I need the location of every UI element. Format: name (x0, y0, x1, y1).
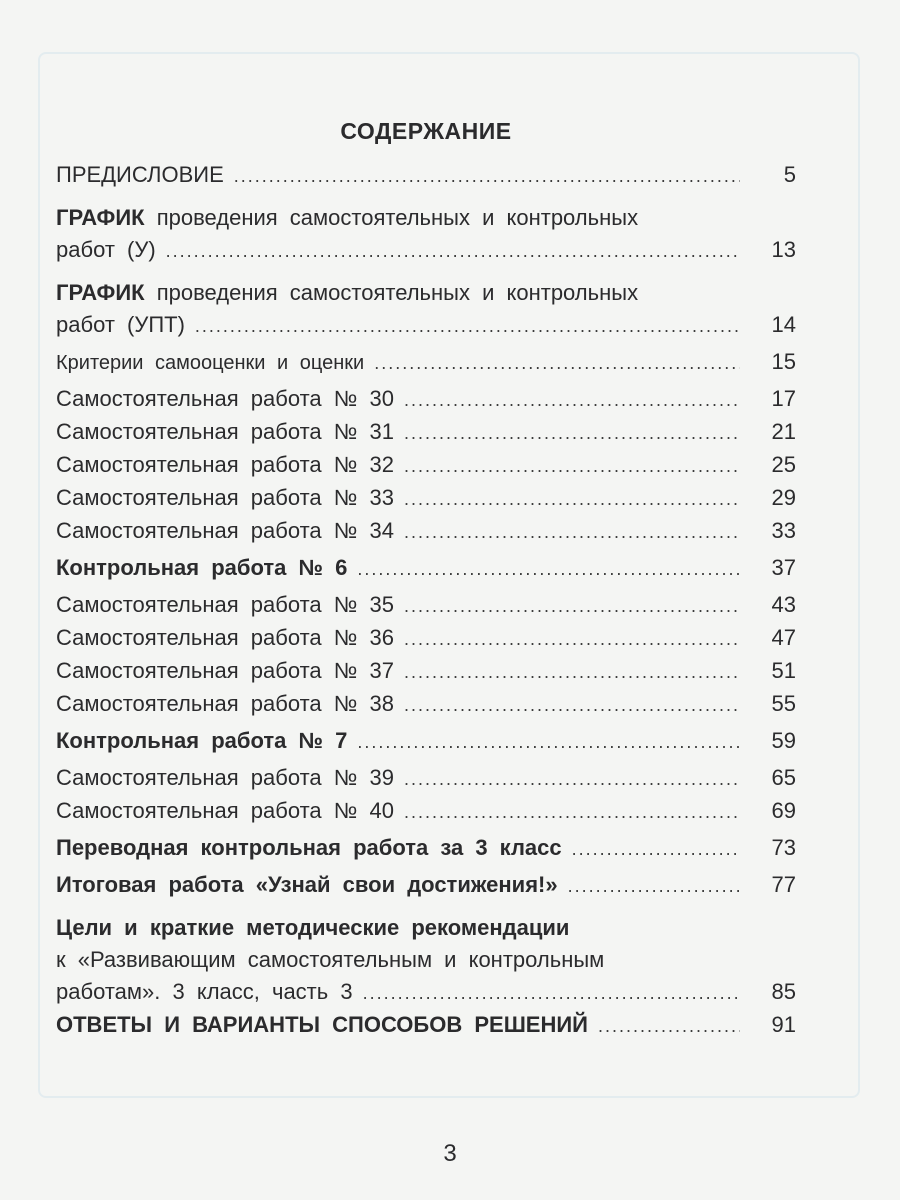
entry-text: Самостоятельная работа № 39 (56, 765, 394, 790)
entry-text: Самостоятельная работа № 32 (56, 452, 394, 477)
dot-leader (234, 160, 740, 192)
toc-entry-schedule-upt[interactable] (56, 277, 796, 342)
dot-leader (357, 553, 740, 585)
entry-page: 73 (771, 835, 796, 860)
entry-lead: ГРАФИК (56, 205, 145, 230)
entry-text-line2: к «Развивающим самостоятельным и контрольным (56, 947, 605, 972)
toc-entry-sr-32[interactable] (56, 449, 796, 482)
table-of-contents (56, 118, 796, 1042)
toc-entry-goals[interactable] (56, 912, 796, 1009)
entry-text: Самостоятельная работа № 33 (56, 485, 394, 510)
toc-title: СОДЕРЖАНИЕ (340, 118, 512, 144)
toc-entry-final-work[interactable] (56, 869, 796, 902)
entry-text: Самостоятельная работа № 38 (56, 691, 394, 716)
toc-entry-criteria[interactable] (56, 346, 796, 379)
entry-text-line2: работ (У) (56, 237, 156, 262)
dot-leader (568, 870, 740, 902)
entry-text: Контрольная работа № 7 (56, 728, 348, 753)
toc-entry-sr-35[interactable] (56, 589, 796, 622)
entry-text: ПРЕДИСЛОВИЕ (56, 162, 224, 187)
toc-entry-transfer-test[interactable] (56, 832, 796, 865)
dot-leader (404, 796, 740, 828)
entry-page: 47 (771, 625, 796, 650)
dot-leader (195, 310, 740, 342)
toc-entry-sr-37[interactable] (56, 655, 796, 688)
entry-page: 65 (771, 765, 796, 790)
dot-leader (572, 833, 740, 865)
entry-text: Критерии самооценки и оценки (56, 352, 365, 374)
entry-text: Самостоятельная работа № 34 (56, 518, 394, 543)
toc-entry-kr-7[interactable] (56, 725, 796, 758)
entry-page: 91 (771, 1012, 796, 1037)
entry-text: Контрольная работа № 6 (56, 555, 348, 580)
entry-page: 14 (771, 312, 796, 337)
toc-entry-preface[interactable] (56, 159, 796, 192)
entry-text: Самостоятельная работа № 35 (56, 592, 394, 617)
dot-leader (404, 516, 740, 548)
page-number: 3 (443, 1140, 457, 1167)
dot-leader (404, 384, 740, 416)
toc-entry-schedule-u[interactable] (56, 202, 796, 267)
entry-text-line3: работам». 3 класс, часть 3 (56, 979, 353, 1004)
dot-leader (363, 977, 740, 1009)
dot-leader (404, 590, 740, 622)
toc-entry-sr-39[interactable] (56, 762, 796, 795)
entry-text: проведения самостоятельных и контрольных (144, 205, 639, 230)
dot-leader (404, 483, 740, 515)
entry-lead: ГРАФИК (56, 280, 145, 305)
entry-text: Самостоятельная работа № 37 (56, 658, 394, 683)
entry-page: 77 (771, 872, 796, 897)
entry-page: 21 (771, 419, 796, 444)
entry-page: 55 (771, 691, 796, 716)
dot-leader (374, 347, 740, 379)
entry-page: 85 (771, 979, 796, 1004)
dot-leader (404, 450, 740, 482)
entry-text: проведения самостоятельных и контрольных (144, 280, 639, 305)
entry-text-line1: Цели и краткие методические рекомендации (56, 915, 570, 940)
entry-text: Итоговая работа «Узнай свои достижения!» (56, 872, 558, 897)
entry-page: 51 (771, 658, 796, 683)
dot-leader (357, 726, 740, 758)
dot-leader (404, 656, 740, 688)
entry-page: 17 (771, 386, 796, 411)
toc-entry-answers[interactable] (56, 1009, 796, 1042)
toc-entry-kr-6[interactable] (56, 552, 796, 585)
entry-text: Самостоятельная работа № 36 (56, 625, 394, 650)
entry-page: 15 (771, 349, 796, 374)
entry-page: 37 (771, 555, 796, 580)
entry-text-line2: работ (УПТ) (56, 312, 185, 337)
toc-entry-sr-31[interactable] (56, 416, 796, 449)
entry-page: 13 (771, 237, 796, 262)
toc-entry-sr-40[interactable] (56, 795, 796, 828)
dot-leader (404, 623, 740, 655)
entry-text: Самостоятельная работа № 30 (56, 386, 394, 411)
entry-page: 43 (771, 592, 796, 617)
toc-entry-sr-34[interactable] (56, 515, 796, 548)
toc-entry-sr-30[interactable] (56, 383, 796, 416)
dot-leader (404, 417, 740, 449)
entry-page: 25 (771, 452, 796, 477)
toc-entry-sr-33[interactable] (56, 482, 796, 515)
entry-page: 33 (771, 518, 796, 543)
entry-text: ОТВЕТЫ И ВАРИАНТЫ СПОСОБОВ РЕШЕНИЙ (56, 1012, 588, 1037)
dot-leader (166, 235, 740, 267)
entry-page: 29 (771, 485, 796, 510)
entry-text: Переводная контрольная работа за 3 класс (56, 835, 562, 860)
entry-page: 69 (771, 798, 796, 823)
entry-text: Самостоятельная работа № 31 (56, 419, 394, 444)
entry-page: 59 (771, 728, 796, 753)
toc-entry-sr-36[interactable] (56, 622, 796, 655)
dot-leader (404, 689, 740, 721)
dot-leader (598, 1010, 740, 1042)
entry-page: 5 (783, 162, 796, 187)
toc-entry-sr-38[interactable] (56, 688, 796, 721)
dot-leader (404, 763, 740, 795)
entry-text: Самостоятельная работа № 40 (56, 798, 394, 823)
